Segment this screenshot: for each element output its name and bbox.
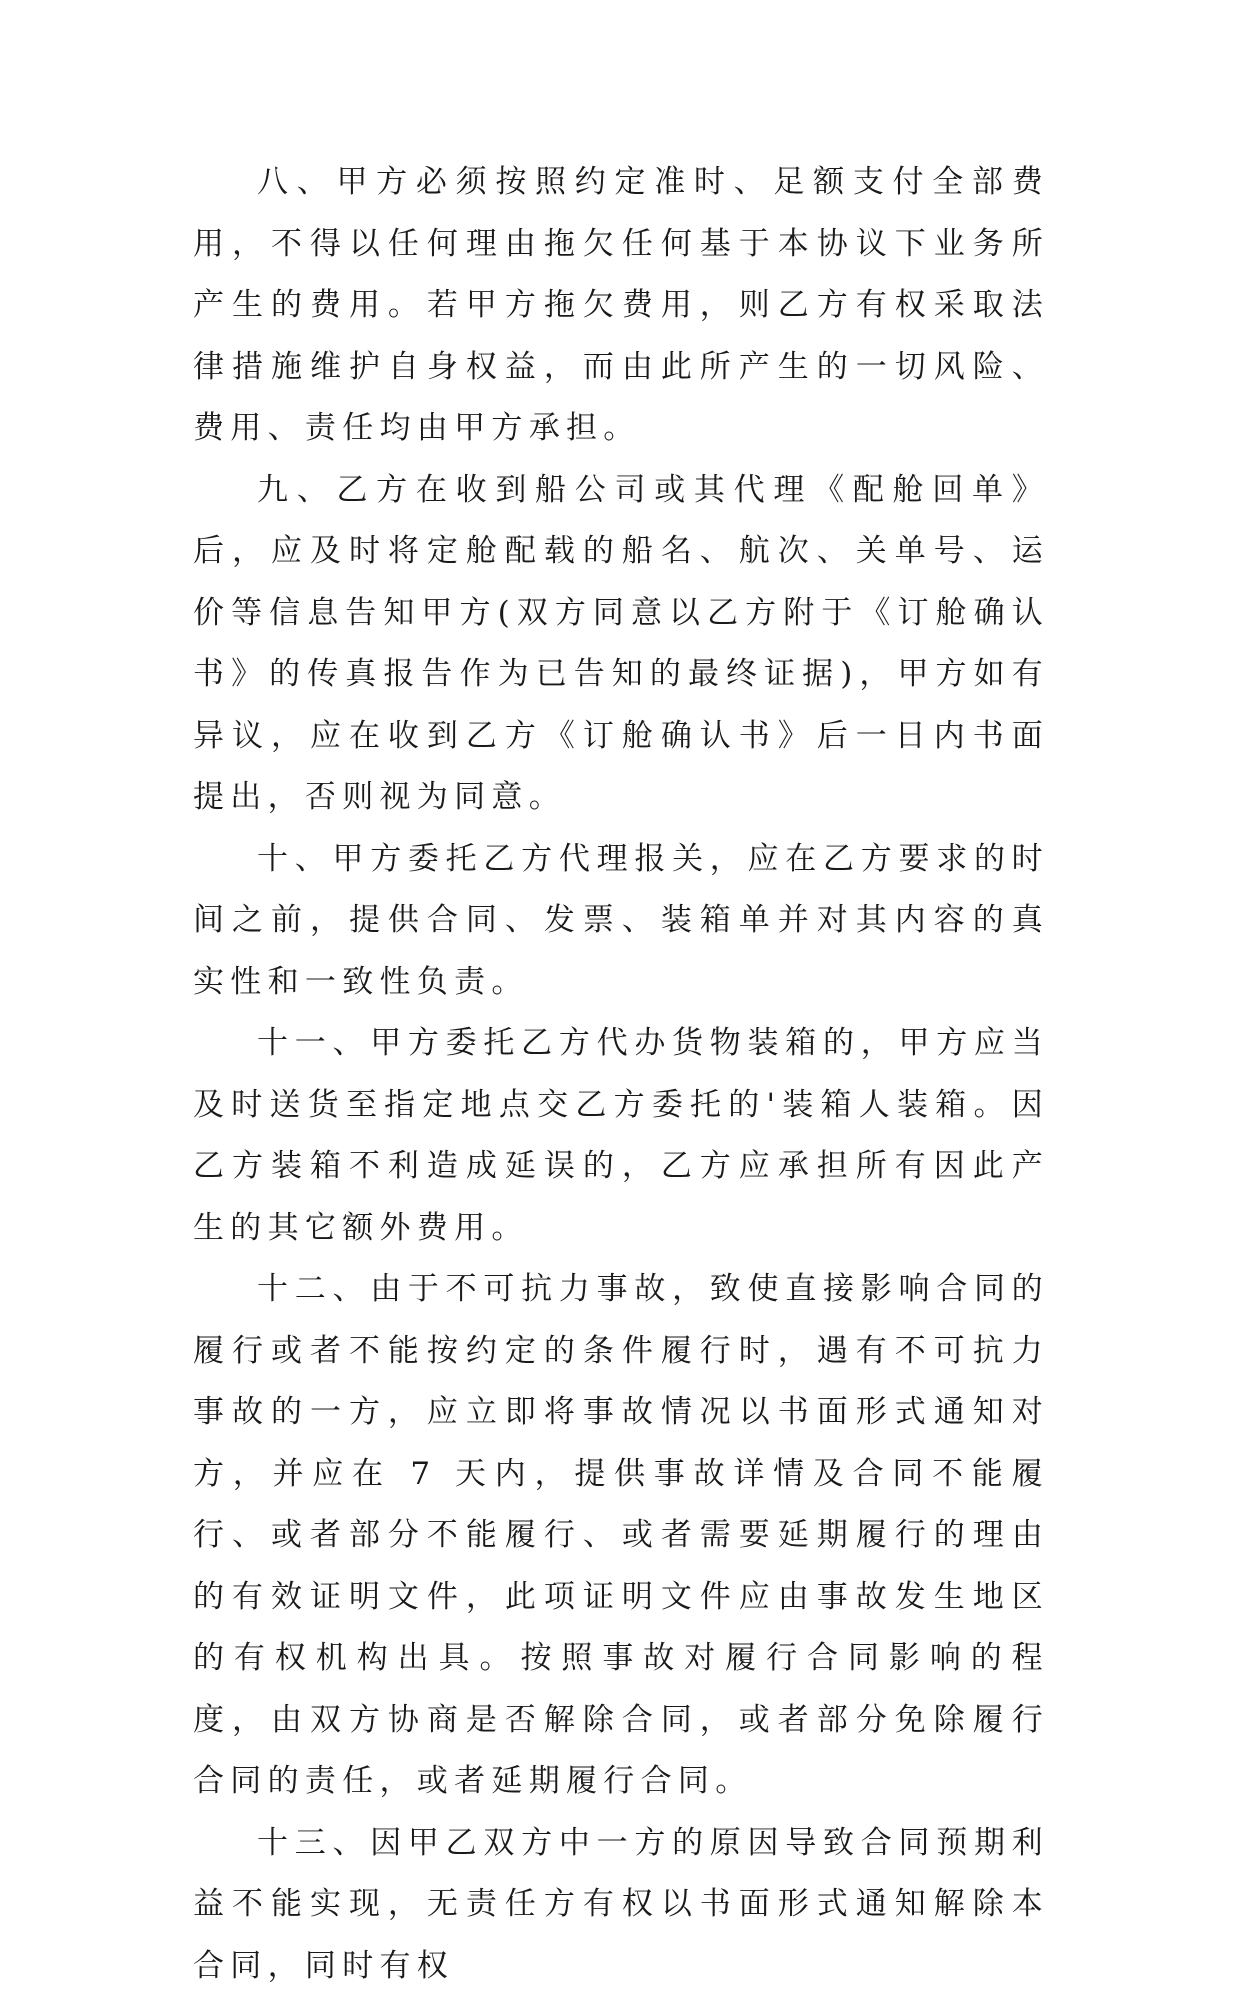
document-body — [193, 152, 1049, 1997]
clause-9-paragraph: 九、乙方在收到船公司或其代理《配舱回单》后，应及时将定舱配载的船名、航次、关单号、运价等信息告知甲方(双方同意以乙方附于《订舱确认书》的传真报告作为已告知的最终证据)，甲方如有异议，应在收到乙方《订舱确认书》后一日内书面提出，否则视为同意。 — [193, 460, 1049, 829]
clause-12-paragraph: 十二、由于不可抗力事故，致使直接影响合同的履行或者不能按约定的条件履行时，遇有不可抗力事故的一方，应立即将事故情况以书面形式通知对方，并应在 7 天内，提供事故详情及合同不能履行、或者部分不能履行、或者需要延期履行的理由的有效证明文件，此项证明文件应由事故发生地区的有权机构出具。按照事故对履行合同影响的程度，由双方协商是否解除合同，或者部分免除履行合同的责任，或者延期履行合同。 — [193, 1259, 1049, 1813]
clause-11-paragraph: 十一、甲方委托乙方代办货物装箱的，甲方应当及时送货至指定地点交乙方委托的'装箱人装箱。因乙方装箱不利造成延误的，乙方应承担所有因此产生的其它额外费用。 — [193, 1013, 1049, 1259]
clause-13-paragraph: 十三、因甲乙双方中一方的原因导致合同预期利益不能实现，无责任方有权以书面形式通知解除本合同，同时有权 — [193, 1813, 1049, 1997]
clause-8-paragraph: 八、甲方必须按照约定准时、足额支付全部费用，不得以任何理由拖欠任何基于本协议下业务所产生的费用。若甲方拖欠费用，则乙方有权采取法律措施维护自身权益，而由此所产生的一切风险、费用、责任均由甲方承担。 — [193, 152, 1049, 460]
clause-10-paragraph: 十、甲方委托乙方代理报关，应在乙方要求的时间之前，提供合同、发票、装箱单并对其内容的真实性和一致性负责。 — [193, 829, 1049, 1014]
